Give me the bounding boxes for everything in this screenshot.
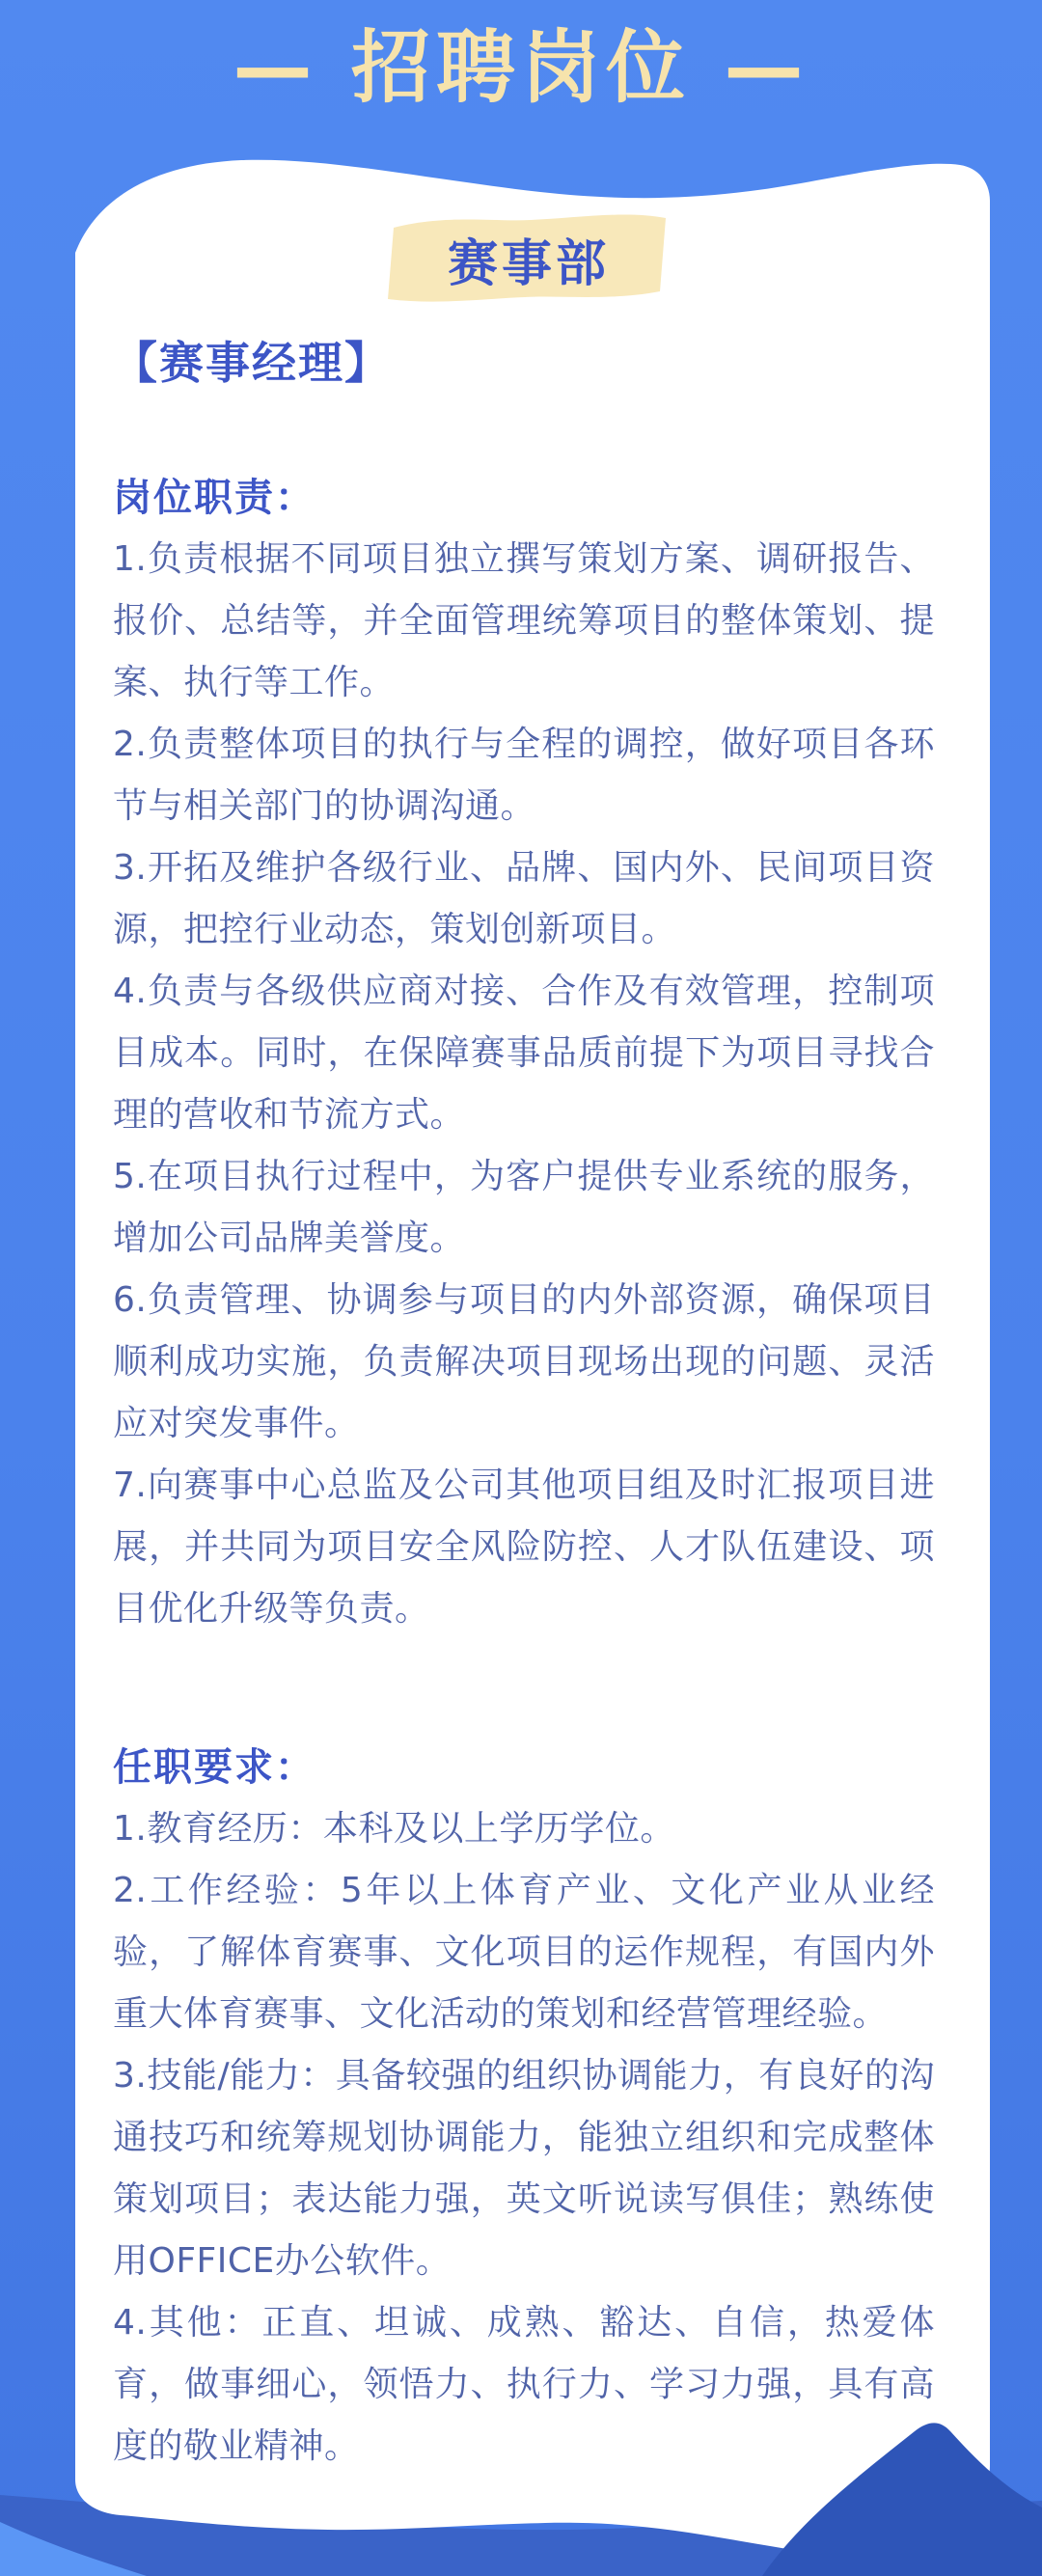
responsibility-item: 1.负责根据不同项目独立撰写策划方案、调研报告、报价、总结等，并全面管理统筹项目的整体策划、提案、执行等工作。 — [113, 539, 935, 702]
page-title: — 招聘岗位 — — [233, 22, 809, 114]
responsibilities-heading: 岗位职责： — [113, 476, 315, 520]
job-title: 【赛事经理】 — [113, 337, 391, 389]
requirements-heading: 任职要求： — [113, 1745, 315, 1790]
requirement-item: 2.工作经验：5年以上体育产业、文化产业从业经验，了解体育赛事、文化项目的运作规程，有国内外重大体育赛事、文化活动的策划和经营管理经验。 — [113, 1871, 935, 2034]
requirements-list — [113, 1798, 935, 2478]
responsibilities-list — [113, 529, 935, 1640]
responsibility-item: 5.在项目执行过程中，为客户提供专业系统的服务，增加公司品牌美誉度。 — [113, 1157, 935, 1258]
department-name: 赛事部 — [447, 234, 610, 293]
responsibility-item: 7.向赛事中心总监及公司其他项目组及时汇报项目进展，并共同为项目安全风险防控、人才队伍建设、项目优化升级等负责。 — [113, 1466, 935, 1629]
requirement-item: 1.教育经历：本科及以上学历学位。 — [113, 1809, 675, 1849]
requirement-item: 3.技能/能力：具备较强的组织协调能力，有良好的沟通技巧和统筹规划协调能力，能独立组织和完成整体策划项目；表达能力强，英文听说读写俱佳；熟练使用OFFICE办公软件。 — [113, 2056, 935, 2281]
responsibility-item: 2.负责整体项目的执行与全程的调控，做好项目各环节与相关部门的协调沟通。 — [113, 725, 935, 826]
department-ribbon — [378, 208, 679, 309]
responsibility-item: 4.负责与各级供应商对接、合作及有效管理，控制项目成本。同时，在保障赛事品质前提下为项目寻找合理的营收和节流方式。 — [113, 972, 935, 1135]
requirement-item: 4.其他：正直、坦诚、成熟、豁达、自信，热爱体育，做事细心，领悟力、执行力、学习力强，具有高度的敬业精神。 — [113, 2303, 935, 2466]
responsibility-item: 3.开拓及维护各级行业、品牌、国内外、民间项目资源，把控行业动态，策划创新项目。 — [113, 848, 935, 949]
responsibility-item: 6.负责管理、协调参与项目的内外部资源，确保项目顺利成功实施，负责解决项目现场出现的问题、灵活应对突发事件。 — [113, 1280, 935, 1443]
